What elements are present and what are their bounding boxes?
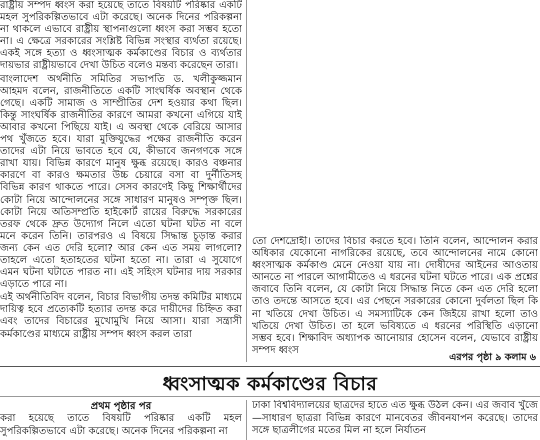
article-right-column bbox=[252, 236, 538, 362]
article-left-column bbox=[0, 0, 242, 362]
continued-article-right bbox=[252, 400, 538, 440]
article-paragraph: ঢাকা বিশ্ববিদ্যালয়ের ছাত্রদের হাতে এত ক্ষুব্ধ উঠল কেন। এর জবাব খুঁজে—সাধারণ ছাত্ররা বিভিন্ন কারণে মানবেতর জীবনযাপন করেছে। তাদের সঙ্গে ছাত্রলীগের মতের মিল না হলে নির্যাতন bbox=[252, 400, 538, 436]
article-paragraph: করা হয়েছে তাতে বিষয়টি পরিষ্কার একটি মহল সুপরিকল্পিতভাবে এটা করেছে। অনেক দিনের পরিকল্পনা না bbox=[0, 413, 242, 437]
continued-from-label: প্রথম পৃষ্ঠার পর bbox=[90, 401, 152, 412]
column-divider bbox=[246, 0, 247, 362]
continued-article-left bbox=[0, 400, 242, 440]
section-rule bbox=[0, 366, 540, 367]
column-divider bbox=[246, 400, 247, 440]
headline: ধ্বংসাত্মক কর্মকাণ্ডের বিচার bbox=[162, 373, 378, 395]
article-paragraph: এই অর্থনীতিবিদ বলেন, বিচার বিভাগীয় তদন্ত কমিটির মাধ্যমে দায়িত্ব হবে প্রত্যেকটি হত্যার তদন্ত করে দায়ীদের চিহ্নিত করা এবং তাদের বিচারের মুখোমুখি নিয়ে আসা। যারা সন্ত্রাসী কর্মকাণ্ডের মাধ্যমে রাষ্ট্রীয় সম্পদ ধ্বংস করল তারা bbox=[0, 292, 242, 340]
article-paragraph: রাষ্ট্রীয় সম্পদ ধ্বংস করা হয়েছে তাতে বিষয়টি পরিষ্কার একটি মহল সুপরিকল্পিতভাবে এটা করেছে। অনেক দিনের পরিকল্পনা না থাকলে এভাবে রাষ্ট্রীয় স্থাপনাগুলো ধ্বংস করা সম্ভব হতো না। এ ক্ষেত্রে সরকারের সংশ্লিষ্ট বিভিন্ন সংস্থার ব্যর্থতা রয়েছে। একই সঙ্গে হত্যা ও ধ্বংসাত্মক কর্মকাণ্ডের বিচার ও ব্যর্থতার দায়ভার রাষ্ট্রীয়ভাবে দেখা উচিত বলেও মন্তব্য করেছেন তারা। bbox=[0, 0, 242, 72]
article-paragraph: বাংলাদেশ অর্থনীতি সমিতির সভাপতি ড. খলীকুজ্জমান আহমদ বলেন, রাজনীতিতে একটি সাংঘর্ষিক অবস্থান থেকে গেছে। একটি সামাজ ও সাম্প্রীতির দেশ হওয়ার কথা ছিল। কিন্তু সাংঘর্ষিক রাজনীতির কারণে আমরা কখনো এগিয়ে যাই আবার কখনো পিছিয়ে যাই। এ অবস্থা থেকে বেরিয়ে আসার পথ খুঁজতে হবে। যারা মুক্তিযুদ্ধের পক্ষের রাজনীতি করেন তাদের এটা নিয়ে ভাবতে হবে যে, কীভাবে জনগণকে সঙ্গে রাখা যায়। বিভিন্ন কারণে মানুষ ক্ষুব্ধ রয়েছে। কারও বঞ্চনার কারণে বা কারও ক্ষমতার উচ্চ চেয়ারে বসা বা দুর্নীতিসহ বিভিন্ন কারণ থাকতে পারে। সেসব কারণেই কিছু শিক্ষার্থীদের কোটা নিয়ে আন্দোলনের সঙ্গে সাধারণ মানুষও সম্পৃক্ত ছিল। কোটা নিয়ে অতিসম্প্রতি হাইকোর্ট রায়ের বিরুদ্ধে সরকারের তরফ থেকে দ্রুত উদ্যোগ নিলে এতো ঘটনা ঘটত না বলে মনে করেন তিনি। তারপরও এ বিষয়ে সিদ্ধান্ত চূড়ান্ত করার জন্য কেন এত দেরি হলো? আর কেন এত সময় লাগলো? তাহলে এতো হতাহতের ঘটনা হতো না। তারা এ সুযোগে এমন ঘটনা ঘটাতে পারত না। এই সহিংস ঘটনার দায় সরকার এড়াতে পারে না। bbox=[0, 73, 242, 291]
article-paragraph: তো দেশদ্রোহী। তাদের বিচার করতে হবে। তিনি বলেন, আন্দোলন করার অধিকার যেকোনো নাগরিকের রয়েছে, তবে আন্দোলনের নামে কোনো ধ্বংসাত্মক কর্মকাণ্ড মেনে নেওয়া যায় না। দোষীদের আইনের আওতায় আনতে না পারলে আগামীতেও এ ধরনের ঘটনা ঘটতে পারে। এক প্রশ্নের জবাবে তিনি বলেন, যে কোটা নিয়ে সিদ্ধান্ত নিতে কেন এত দেরি হলো তাও তদন্তে আসতে হবে। এর পেছনে সরকারের কোনো দুর্বলতা ছিল কি না খতিয়ে দেখা উচিত। এ সমস্যাটিকে কেন জিইয়ে রাখা হলো তাও খতিয়ে দেখা উচিত। তা হলে ভবিষ্যতে এ ধরনের পরিস্থিতি এড়ানো সম্ভব হবে। শিক্ষাবিদ অধ্যাপক আনোয়ার হোসেন বলেন, যেভাবে রাষ্ট্রীয় সম্পদ ধ্বংস bbox=[252, 236, 538, 356]
continuation-note: এরপর পৃষ্ঠা ৯ কলাম ৬ bbox=[449, 352, 536, 363]
section-rule bbox=[0, 396, 540, 397]
